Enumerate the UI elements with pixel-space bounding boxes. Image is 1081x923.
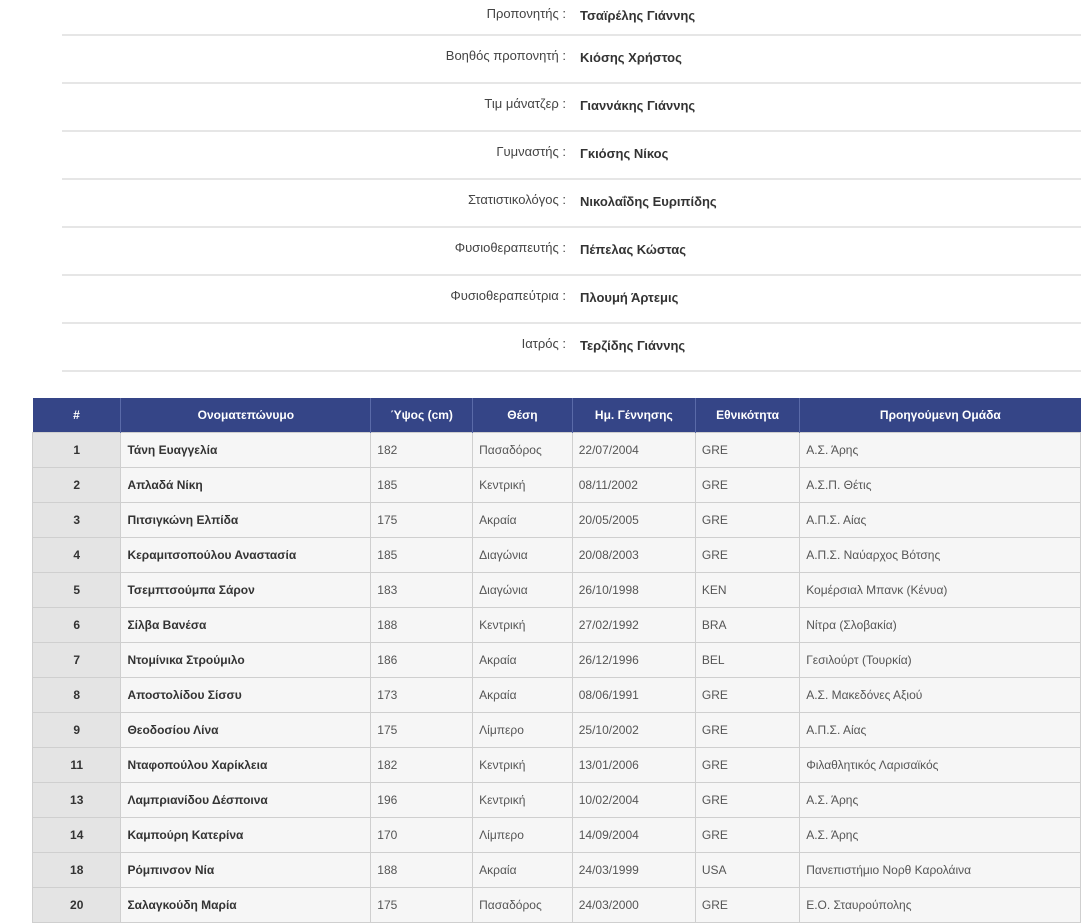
- staff-role-label: Ιατρός :: [521, 335, 566, 351]
- cell-number: 13: [33, 783, 121, 818]
- cell-name: Νταφοπούλου Χαρίκλεια: [121, 748, 371, 783]
- cell-name: Τάνη Ευαγγελία: [121, 433, 371, 468]
- cell-number: 14: [33, 818, 121, 853]
- cell-nationality: GRE: [695, 888, 799, 923]
- table-row: [33, 783, 1081, 818]
- staff-row: [62, 180, 1081, 228]
- staff-role-label: Φυσιοθεραπεύτρια :: [450, 287, 566, 303]
- cell-nationality: GRE: [695, 538, 799, 573]
- cell-birthdate: 20/08/2003: [572, 538, 695, 573]
- staff-member-name: Πέπελας Κώστας: [580, 241, 686, 257]
- cell-height: 182: [371, 748, 473, 783]
- staff-role-label: Βοηθός προπονητή :: [445, 47, 566, 63]
- table-row: [33, 888, 1081, 923]
- cell-number: 18: [33, 853, 121, 888]
- staff-role-label: Γυμναστής :: [496, 143, 566, 159]
- staff-member-name: Κιόσης Χρήστος: [580, 49, 682, 65]
- cell-height: 175: [371, 713, 473, 748]
- table-row: [33, 573, 1081, 608]
- table-row: [33, 818, 1081, 853]
- cell-name: Σίλβα Βανέσα: [121, 608, 371, 643]
- cell-height: 185: [371, 468, 473, 503]
- table-row: [33, 608, 1081, 643]
- cell-previous-team: Α.Π.Σ. Αίας: [800, 713, 1081, 748]
- cell-height: 186: [371, 643, 473, 678]
- header-col-height: Ύψος (cm): [371, 398, 473, 433]
- cell-number: 11: [33, 748, 121, 783]
- cell-previous-team: Α.Σ. Άρης: [800, 818, 1081, 853]
- cell-previous-team: Φιλαθλητικός Λαρισαϊκός: [800, 748, 1081, 783]
- cell-height: 175: [371, 888, 473, 923]
- staff-member-name: Πλουμή Άρτεμις: [580, 289, 679, 305]
- cell-height: 175: [371, 503, 473, 538]
- cell-position: Ακραία: [473, 678, 573, 713]
- cell-position: Κεντρική: [473, 608, 573, 643]
- cell-birthdate: 22/07/2004: [572, 433, 695, 468]
- cell-birthdate: 27/02/1992: [572, 608, 695, 643]
- staff-member-name: Τσαϊρέλης Γιάννης: [580, 7, 696, 23]
- cell-nationality: USA: [695, 853, 799, 888]
- staff-role-label: Προπονητής :: [486, 5, 566, 21]
- staff-role-label: Στατιστικολόγος :: [467, 191, 566, 207]
- cell-number: 9: [33, 713, 121, 748]
- cell-nationality: GRE: [695, 748, 799, 783]
- table-row: [33, 538, 1081, 573]
- cell-position: Πασαδόρος: [473, 433, 573, 468]
- header-col-nationality: Εθνικότητα: [695, 398, 799, 433]
- cell-height: 182: [371, 433, 473, 468]
- table-row: [33, 853, 1081, 888]
- table-row: [33, 503, 1081, 538]
- cell-height: 185: [371, 538, 473, 573]
- cell-height: 188: [371, 608, 473, 643]
- cell-previous-team: Α.Σ. Μακεδόνες Αξιού: [800, 678, 1081, 713]
- cell-birthdate: 08/06/1991: [572, 678, 695, 713]
- roster-table: [32, 398, 1081, 923]
- cell-name: Λαμπριανίδου Δέσποινα: [121, 783, 371, 818]
- cell-previous-team: Α.Π.Σ. Ναύαρχος Βότσης: [800, 538, 1081, 573]
- cell-name: Κεραμιτσοπούλου Αναστασία: [121, 538, 371, 573]
- cell-number: 6: [33, 608, 121, 643]
- cell-name: Απλαδά Νίκη: [121, 468, 371, 503]
- staff-row: [62, 36, 1081, 84]
- cell-nationality: GRE: [695, 503, 799, 538]
- cell-number: 4: [33, 538, 121, 573]
- cell-previous-team: Α.Σ. Άρης: [800, 783, 1081, 818]
- cell-number: 20: [33, 888, 121, 923]
- cell-number: 8: [33, 678, 121, 713]
- cell-birthdate: 20/05/2005: [572, 503, 695, 538]
- staff-row: [62, 276, 1081, 324]
- cell-position: Λίμπερο: [473, 713, 573, 748]
- cell-height: 170: [371, 818, 473, 853]
- table-row: [33, 433, 1081, 468]
- cell-name: Θεοδοσίου Λίνα: [121, 713, 371, 748]
- cell-position: Ακραία: [473, 503, 573, 538]
- staff-list: [62, 0, 1081, 372]
- cell-position: Κεντρική: [473, 748, 573, 783]
- header-col-position: Θέση: [473, 398, 573, 433]
- header-col-number: #: [33, 398, 121, 433]
- cell-previous-team: Α.Π.Σ. Αίας: [800, 503, 1081, 538]
- staff-row: [62, 324, 1081, 372]
- cell-previous-team: Πανεπιστήμιο Νορθ Καρολάινα: [800, 853, 1081, 888]
- cell-birthdate: 24/03/2000: [572, 888, 695, 923]
- cell-position: Διαγώνια: [473, 538, 573, 573]
- cell-previous-team: Κομέρσιαλ Μπανκ (Κένυα): [800, 573, 1081, 608]
- table-row: [33, 678, 1081, 713]
- cell-nationality: GRE: [695, 783, 799, 818]
- staff-row: [62, 0, 1081, 36]
- staff-role-label: Τιμ μάνατζερ :: [484, 95, 566, 111]
- cell-position: Ακραία: [473, 643, 573, 678]
- staff-member-name: Νικολαΐδης Ευριπίδης: [580, 193, 717, 209]
- table-header-row: [33, 398, 1081, 433]
- table-row: [33, 713, 1081, 748]
- cell-nationality: GRE: [695, 433, 799, 468]
- staff-row: [62, 132, 1081, 180]
- cell-previous-team: Ε.Ο. Σταυρούπολης: [800, 888, 1081, 923]
- cell-nationality: GRE: [695, 678, 799, 713]
- cell-name: Καμπούρη Κατερίνα: [121, 818, 371, 853]
- cell-birthdate: 24/03/1999: [572, 853, 695, 888]
- cell-number: 5: [33, 573, 121, 608]
- staff-role-label: Φυσιοθεραπευτής :: [454, 239, 566, 255]
- cell-birthdate: 10/02/2004: [572, 783, 695, 818]
- cell-position: Πασαδόρος: [473, 888, 573, 923]
- cell-height: 188: [371, 853, 473, 888]
- cell-height: 196: [371, 783, 473, 818]
- cell-birthdate: 08/11/2002: [572, 468, 695, 503]
- cell-name: Σαλαγκούδη Μαρία: [121, 888, 371, 923]
- cell-nationality: GRE: [695, 713, 799, 748]
- staff-row: [62, 84, 1081, 132]
- cell-name: Ρόμπινσον Νία: [121, 853, 371, 888]
- header-col-previous-team: Προηγούμενη Ομάδα: [800, 398, 1081, 433]
- cell-birthdate: 26/10/1998: [572, 573, 695, 608]
- header-col-name: Ονοματεπώνυμο: [121, 398, 371, 433]
- cell-nationality: KEN: [695, 573, 799, 608]
- cell-birthdate: 26/12/1996: [572, 643, 695, 678]
- staff-member-name: Τερζίδης Γιάννης: [580, 337, 686, 353]
- cell-nationality: GRE: [695, 468, 799, 503]
- cell-number: 7: [33, 643, 121, 678]
- cell-previous-team: Γεσιλούρτ (Τουρκία): [800, 643, 1081, 678]
- staff-member-name: Γκιόσης Νίκος: [580, 145, 669, 161]
- cell-previous-team: Α.Σ.Π. Θέτις: [800, 468, 1081, 503]
- table-row: [33, 748, 1081, 783]
- cell-nationality: BRA: [695, 608, 799, 643]
- cell-name: Τσεμπτσούμπα Σάρον: [121, 573, 371, 608]
- cell-number: 2: [33, 468, 121, 503]
- cell-position: Κεντρική: [473, 468, 573, 503]
- cell-height: 173: [371, 678, 473, 713]
- cell-position: Ακραία: [473, 853, 573, 888]
- cell-position: Διαγώνια: [473, 573, 573, 608]
- cell-previous-team: Α.Σ. Άρης: [800, 433, 1081, 468]
- cell-birthdate: 14/09/2004: [572, 818, 695, 853]
- cell-position: Κεντρική: [473, 783, 573, 818]
- staff-row: [62, 228, 1081, 276]
- cell-name: Ντομίνικα Στρούμιλο: [121, 643, 371, 678]
- cell-nationality: BEL: [695, 643, 799, 678]
- cell-birthdate: 25/10/2002: [572, 713, 695, 748]
- cell-name: Πιτσιγκώνη Ελπίδα: [121, 503, 371, 538]
- cell-nationality: GRE: [695, 818, 799, 853]
- table-row: [33, 643, 1081, 678]
- cell-height: 183: [371, 573, 473, 608]
- cell-name: Αποστολίδου Σίσσυ: [121, 678, 371, 713]
- cell-number: 1: [33, 433, 121, 468]
- table-row: [33, 468, 1081, 503]
- staff-member-name: Γιαννάκης Γιάννης: [580, 97, 696, 113]
- cell-previous-team: Νίτρα (Σλοβακία): [800, 608, 1081, 643]
- cell-birthdate: 13/01/2006: [572, 748, 695, 783]
- cell-position: Λίμπερο: [473, 818, 573, 853]
- header-col-birthdate: Ημ. Γέννησης: [572, 398, 695, 433]
- cell-number: 3: [33, 503, 121, 538]
